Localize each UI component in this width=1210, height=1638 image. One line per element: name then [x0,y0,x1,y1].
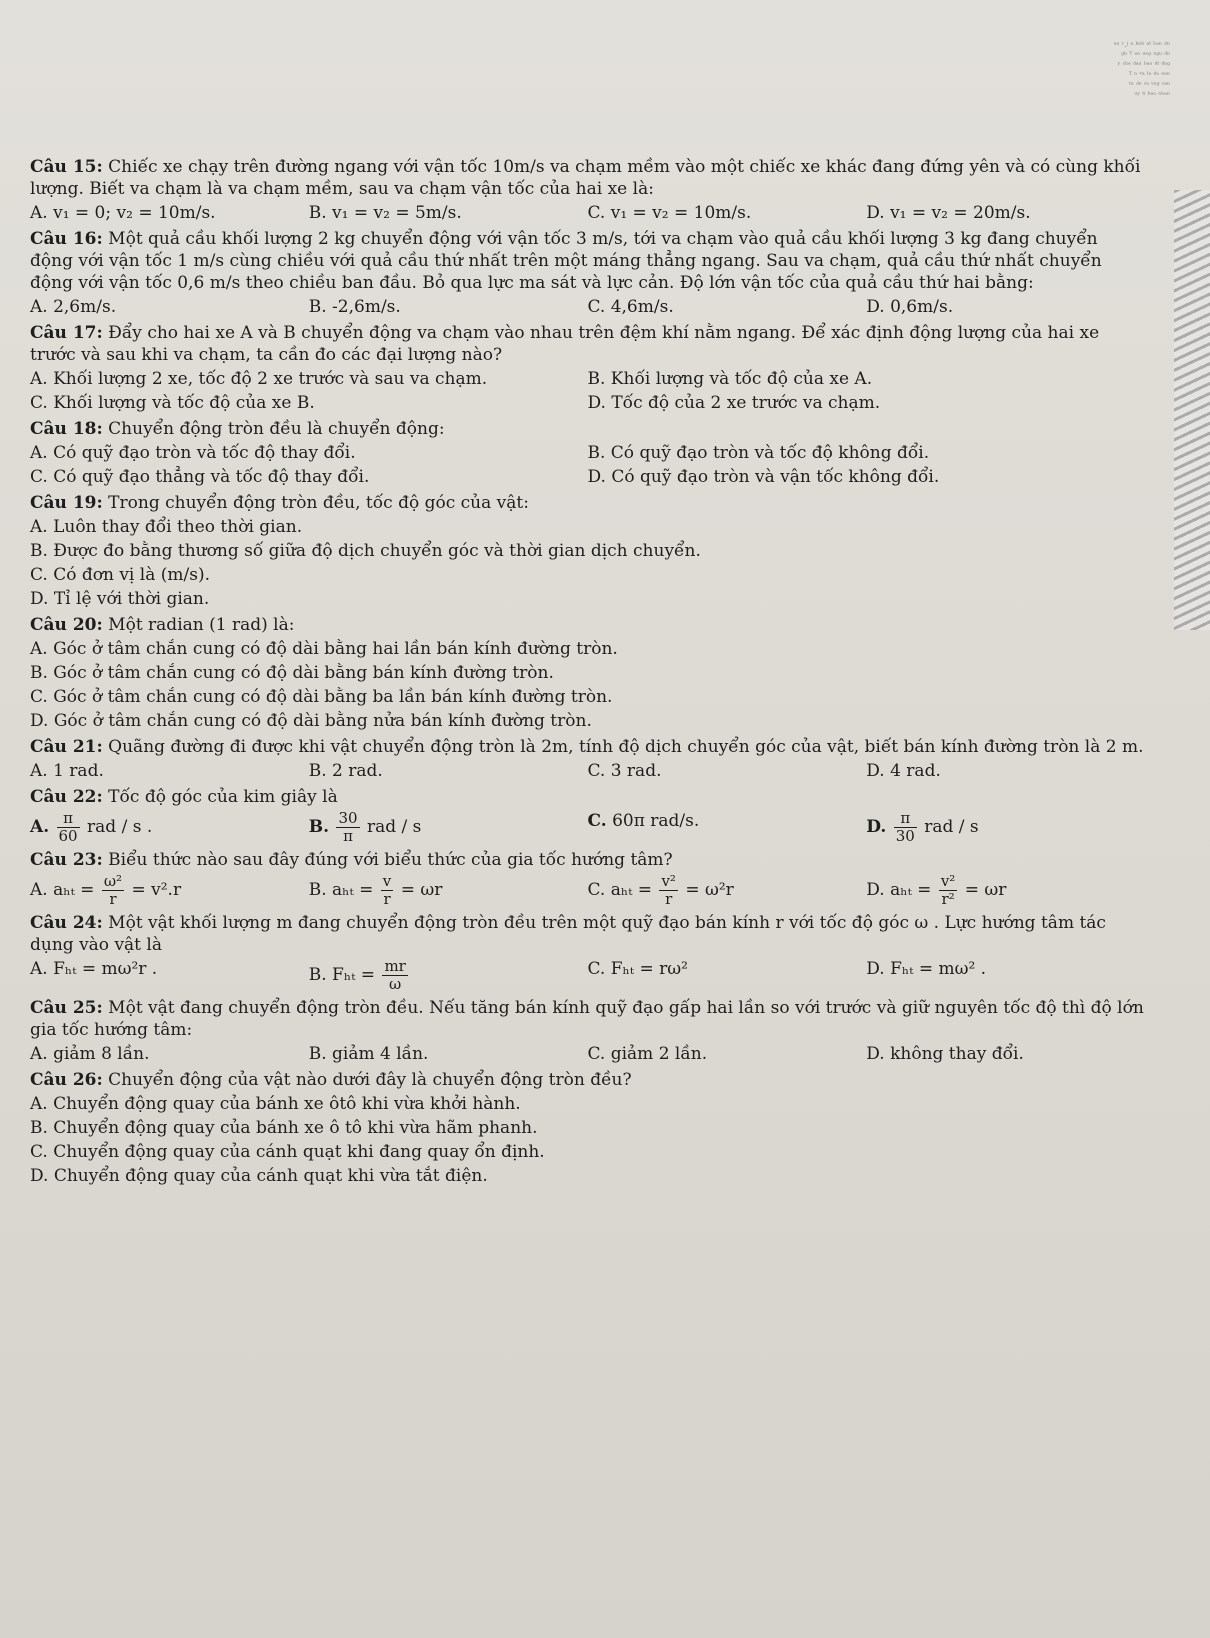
numerator: v [382,872,392,890]
faint-handwritten-notes [1020,40,1170,100]
question-label: Câu 24: [30,913,103,933]
question-label: Câu 21: [30,737,103,757]
unit: rad / s [366,817,422,837]
question-label: Câu 26: [30,1070,103,1090]
question-22 [30,786,1145,808]
options-row [30,1141,1145,1163]
question-label: Câu 16: [30,229,103,249]
option-a[interactable] [30,810,309,845]
question-17 [30,322,1145,366]
option-b[interactable]: B. Được đo bằng thương số giữa độ dịch chuyển góc và thời gian dịch chuyển. [30,541,701,561]
question-20 [30,614,1145,636]
option-b[interactable]: B. 2 rad. [308,761,383,781]
option-c[interactable]: C. Chuyển động quay của cánh quạt khi đang quay ổn định. [30,1142,545,1162]
unit: rad / s [924,817,979,837]
note-line: ᵘʸ ᵗⁱ ᵇᵃᵘ ⁿʰᵃⁿ [1134,91,1170,99]
option-b[interactable]: B. Có quỹ đạo tròn và tốc độ không đổi. [587,443,930,463]
option-letter: B. [308,817,330,837]
question-label: Câu 18: [30,419,103,439]
options-row [30,296,1145,318]
numerator: v² [661,872,676,890]
option-a[interactable]: A. Có quỹ đạo tròn và tốc độ thay đổi. [30,443,356,463]
option-a[interactable]: A. 1 rad. [30,761,104,781]
formula-prefix: A. aₕₜ = [30,880,95,900]
option-c[interactable]: C. Fₕₜ = rω² [587,959,688,979]
formula-suffix: = ωr [964,880,1007,900]
fraction [102,873,124,908]
formula-prefix: C. aₕₜ = [587,880,653,900]
numerator: mr [384,957,406,975]
question-label: Câu 20: [30,615,103,635]
option-a[interactable]: A. giảm 8 lần. [30,1044,150,1064]
question-text: Trong chuyển động tròn đều, tốc độ góc của vật: [108,493,529,513]
option-c[interactable]: C. Khối lượng và tốc độ của xe B. [30,393,315,413]
question-label: Câu 17: [30,323,103,343]
options-row [30,202,1145,224]
options-row [30,638,1145,660]
options-row [30,368,1145,390]
fraction [659,873,678,908]
option-d[interactable]: D. 4 rad. [866,761,941,781]
option-b[interactable]: B. Góc ở tâm chắn cung có độ dài bằng bán kính đường tròn. [30,663,554,683]
option-a[interactable]: A. Khối lượng 2 xe, tốc độ 2 xe trước và sau va chạm. [30,369,488,389]
option-d[interactable] [866,810,1145,845]
denominator: ω [389,975,402,993]
numerator: π [894,810,917,828]
denominator: r [383,890,391,908]
question-26 [30,1069,1145,1091]
option-a[interactable]: A. Góc ở tâm chắn cung có độ dài bằng hai lần bán kính đường tròn. [30,639,618,659]
option-letter: D. [866,817,887,837]
denominator: r [109,890,117,908]
question-text: Chiếc xe chạy trên đường ngang với vận tốc 10m/s va chạm mềm vào một chiếc xe khác đang đứng yên và có cùng khối lượng. Biết va chạm là va chạm mềm, sau va chạm vận tốc của hai xe là: [30,157,1141,199]
question-text: Biểu thức nào sau đây đúng với biểu thức của gia tốc hướng tâm? [108,850,673,870]
fraction [381,873,393,908]
option-d[interactable]: D. Chuyển động quay của cánh quạt khi vừa tắt điện. [30,1166,488,1186]
numerator: π [57,810,80,828]
options-row [30,442,1145,464]
option-a[interactable]: A. Fₕₜ = mω²r . [30,959,158,979]
options-row [30,564,1145,586]
options-row [30,662,1145,684]
option-b[interactable]: B. Khối lượng và tốc độ của xe A. [587,369,873,389]
options-row [30,1043,1145,1065]
option-d[interactable]: D. Tốc độ của 2 xe trước va chạm. [587,393,881,413]
option-d[interactable]: D. Tỉ lệ với thời gian. [30,589,210,609]
note-line: ᵃⁿ ʳ.ʲ ᵃ ᵇⁿʰ ᵃᵗ ʰᵃⁿ ᵈⁿ [1113,41,1170,49]
option-c[interactable]: C. 3 rad. [587,761,662,781]
options-row [30,588,1145,610]
option-d[interactable] [866,873,1145,908]
note-line: ᵍʰ ᵀ ᵃⁿ ᵘⁿᵍ ⁿᵍᵘ ᵈⁿ [1121,51,1170,59]
options-row [30,1117,1145,1139]
options-row [30,540,1145,562]
option-b[interactable]: B. Chuyển động quay của bánh xe ô tô khi vừa hãm phanh. [30,1118,538,1138]
note-line: ᵀ ⁿ ᵛᵃ ˡᵃ ᵈᵃ ⁿᵃⁿ [1128,71,1170,79]
formula-prefix: B. Fₕₜ = [308,965,376,985]
option-b[interactable]: B. v₁ = v₂ = 5m/s. [308,203,462,223]
fraction [336,810,359,845]
denominator: r [665,890,673,908]
denominator: 30 [895,827,915,845]
options-row [30,1093,1145,1115]
option-a[interactable] [30,873,309,908]
note-line: ᵗⁿ ᵈᵉ ᶜᵃ ᵛⁿᵍ ᶜᵃⁿ [1129,81,1170,89]
options-row [30,466,1145,488]
question-label: Câu 19: [30,493,103,513]
formula-suffix: = ω²r [685,880,734,900]
option-c[interactable] [588,810,867,845]
option-d[interactable]: D. không thay đổi. [866,1044,1024,1064]
denominator: 60 [58,827,78,845]
question-15 [30,156,1145,200]
option-b[interactable] [309,958,588,993]
denominator: π [343,827,353,845]
option-b[interactable]: B. giảm 4 lần. [308,1044,429,1064]
option-b[interactable] [309,873,588,908]
option-c[interactable]: C. v₁ = v₂ = 10m/s. [587,203,752,223]
option-text: 60π rad/s. [612,811,700,831]
option-d[interactable]: D. Có quỹ đạo tròn và vận tốc không đổi. [587,467,940,487]
question-text: Quãng đường đi được khi vật chuyển động tròn là 2m, tính độ dịch chuyển góc của vật, biết bán kính đường tròn là 2 m. [108,737,1144,757]
question-list [30,152,1145,1189]
denominator: r² [941,890,955,908]
question-24 [30,912,1145,956]
fraction [57,810,80,845]
question-16 [30,228,1145,294]
option-c[interactable] [588,873,867,908]
options-row [30,392,1145,414]
question-label: Câu 23: [30,850,103,870]
question-19 [30,492,1145,514]
options-row [30,710,1145,732]
option-letter: C. [587,811,607,831]
option-c[interactable]: C. Góc ở tâm chắn cung có độ dài bằng ba lần bán kính đường tròn. [30,687,613,707]
options-row [30,686,1145,708]
question-23 [30,849,1145,871]
option-a[interactable]: A. Chuyển động quay của bánh xe ôtô khi vừa khởi hành. [30,1094,521,1114]
fraction [894,810,917,845]
numerator: 30 [338,809,358,827]
fraction [382,958,407,993]
numerator: v² [940,872,956,890]
unit: rad / s . [87,817,153,837]
question-label: Câu 25: [30,998,103,1018]
option-letter: A. [30,817,50,837]
option-a[interactable]: A. 2,6m/s. [30,297,117,317]
question-label: Câu 15: [30,157,103,177]
option-b[interactable] [309,810,588,845]
option-c[interactable]: C. giảm 2 lần. [587,1044,708,1064]
options-row [30,873,1145,908]
question-text: Đẩy cho hai xe A và B chuyển động va chạm vào nhau trên đệm khí nằm ngang. Để xác định động lượng của hai xe trước và sau khi va chạm, ta cần đo các đại lượng nào? [30,323,1100,365]
options-row [30,760,1145,782]
question-text: Chuyển động của vật nào dưới đây là chuyển động tròn đều? [108,1070,632,1090]
question-text: Tốc độ góc của kim giây là [108,787,338,807]
numerator: ω² [103,872,123,890]
formula-suffix: = ωr [400,880,443,900]
option-d[interactable]: D. 0,6m/s. [866,297,954,317]
option-d[interactable]: D. v₁ = v₂ = 20m/s. [866,203,1031,223]
option-b[interactable]: B. -2,6m/s. [308,297,401,317]
question-text: Chuyển động tròn đều là chuyển động: [108,419,445,439]
options-row [30,1165,1145,1187]
question-text: Một vật đang chuyển động tròn đều. Nếu tăng bán kính quỹ đạo gấp hai lần so với trước và giữ nguyên tốc độ thì độ lớn gia tốc hướng tâm: [30,998,1144,1040]
option-c[interactable]: C. Có quỹ đạo thẳng và tốc độ thay đổi. [30,467,370,487]
option-a[interactable]: A. v₁ = 0; v₂ = 10m/s. [30,203,216,223]
option-d[interactable]: D. Fₕₜ = mω² . [866,959,987,979]
option-d[interactable]: D. Góc ở tâm chắn cung có độ dài bằng nửa bán kính đường tròn. [30,711,592,731]
question-label: Câu 22: [30,787,103,807]
formula-prefix: B. aₕₜ = [308,880,374,900]
question-text: Một radian (1 rad) là: [108,615,295,635]
question-text: Một quả cầu khối lượng 2 kg chuyển động với vận tốc 3 m/s, tới va chạm vào quả cầu khối lượng 3 kg đang chuyển động với vận tốc 1 m/s cùng chiều với quả cầu thứ nhất trên một máng thẳng ngang. Sau va chạm, quả cầu thứ nhất chuyển động với vận tốc 0,6 m/s theo chiều ban đầu. Bỏ qua lực ma sát và lực cản. Độ lớn vận tốc của quả cầu thứ hai bằng: [30,229,1102,293]
page-edge-shadow [1174,190,1210,630]
fraction [939,873,958,908]
formula-suffix: = v².r [131,880,182,900]
options-row [30,958,1145,993]
option-a[interactable]: A. Luôn thay đổi theo thời gian. [30,517,303,537]
question-25 [30,997,1145,1041]
formula-prefix: D. aₕₜ = [866,880,932,900]
option-c[interactable]: C. Có đơn vị là (m/s). [30,565,210,585]
options-row [30,810,1145,845]
question-21 [30,736,1145,758]
option-c[interactable]: C. 4,6m/s. [587,297,674,317]
question-18 [30,418,1145,440]
question-text: Một vật khối lượng m đang chuyển động tròn đều trên một quỹ đạo bán kính r với tốc độ góc ω . Lực hướng tâm tác dụng vào vật là [30,913,1106,955]
note-line: ʸ ᶜʰᵉ ᵈᵃⁿ ᵇᵃⁿ ᵈᵗ ᵈⁿᵍ [1117,61,1170,69]
options-row [30,516,1145,538]
